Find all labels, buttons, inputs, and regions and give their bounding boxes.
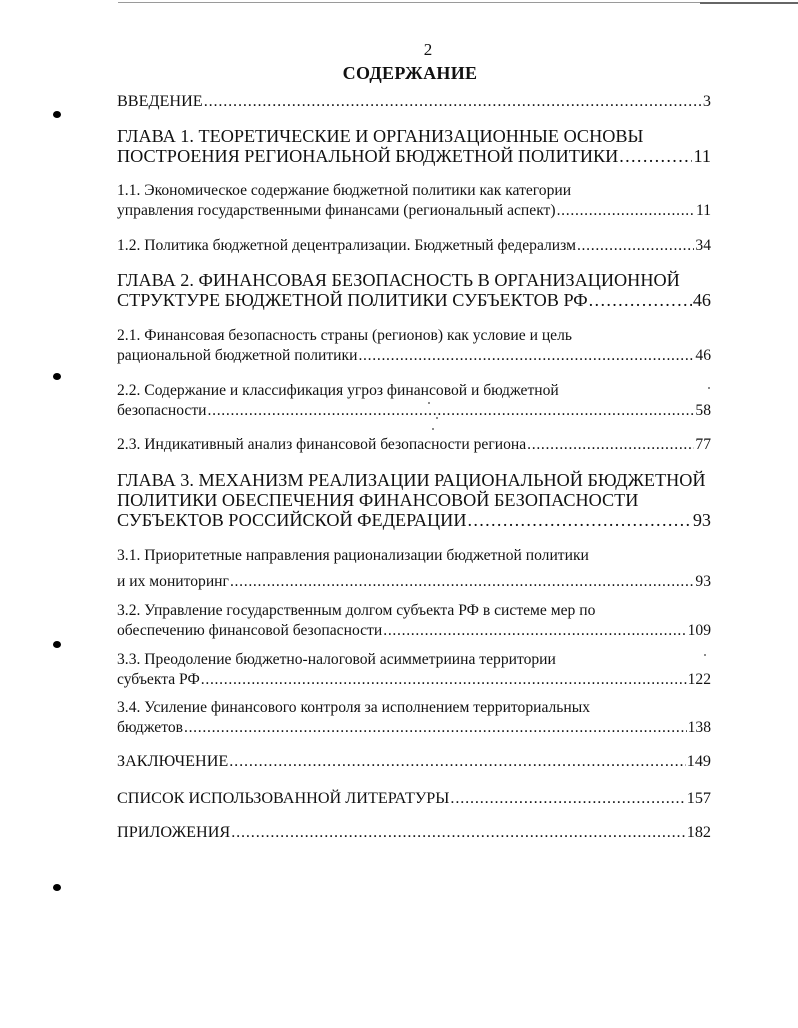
toc-entry-title-cont: ПОЛИТИКИ ОБЕСПЕЧЕНИЯ ФИНАНСОВОЙ БЕЗОПАСНОСТИ	[117, 490, 639, 510]
toc-entry-title: 1.1. Экономическое содержание бюджетной политики как категории	[117, 182, 572, 199]
toc-entry-title: 3.3. Преодоление бюджетно-налоговой асимметриина территории	[117, 651, 556, 668]
toc-entry-section-1-2[interactable]	[117, 236, 711, 256]
toc-entry-title-cont: безопасности	[117, 402, 207, 419]
toc-entry-conclusion[interactable]	[117, 751, 711, 771]
toc-page-number: 46	[692, 290, 711, 310]
toc-entry-title: ГЛАВА 1. ТЕОРЕТИЧЕСКИЕ И ОРГАНИЗАЦИОННЫЕ ОСНОВЫ	[117, 126, 644, 146]
toc-entry-title: ЗАКЛЮЧЕНИЕ	[117, 752, 229, 770]
toc-page-number: 46	[695, 347, 711, 364]
dot-leader	[619, 146, 692, 166]
toc-entry-chapter-2[interactable]	[117, 270, 711, 310]
dot-leader	[229, 751, 685, 771]
binder-hole-mark	[53, 111, 61, 118]
toc-entry-section-3-3[interactable]	[117, 650, 711, 690]
page-number: 2	[423, 40, 433, 59]
dot-leader	[184, 718, 687, 738]
toc-page-number: 58	[695, 402, 711, 419]
toc-entry-introduction[interactable]	[117, 91, 711, 111]
dot-leader	[589, 290, 692, 310]
toc-entry-title: СПИСОК ИСПОЛЬЗОВАННОЙ ЛИТЕРАТУРЫ	[117, 789, 450, 807]
page-title: СОДЕРЖАНИЕ	[342, 63, 478, 83]
toc-entry-chapter-3[interactable]	[117, 470, 711, 530]
toc-entry-title: 3.4. Усиление финансового контроля за исполнением территориальных	[117, 699, 591, 716]
toc-entry-title-cont: СТРУКТУРЕ БЮДЖЕТНОЙ ПОЛИТИКИ СУБЪЕКТОВ РФ	[117, 290, 588, 310]
toc-page-number: 3	[702, 92, 711, 110]
dot-leader	[467, 510, 691, 530]
dot-leader	[577, 236, 694, 256]
scan-speck	[704, 654, 706, 656]
toc-page-number: 138	[687, 719, 711, 736]
toc-entry-section-3-1[interactable]	[117, 546, 711, 592]
binder-hole-mark	[53, 884, 61, 891]
toc-entry-title-cont: рациональной бюджетной политики	[117, 347, 358, 364]
dot-leader	[358, 346, 694, 366]
scan-speck	[432, 428, 434, 430]
toc-page-number: 11	[695, 202, 711, 219]
dot-leader	[450, 788, 685, 808]
toc-page-number: 93	[695, 573, 711, 590]
toc-entry-title: 2.3. Индикативный анализ финансовой безопасности региона	[117, 436, 527, 453]
toc-entry-title-cont: обеспечению финансовой безопасности	[117, 622, 383, 639]
dot-leader	[557, 201, 695, 221]
toc-page-number: 157	[686, 789, 711, 807]
toc-entry-bibliography[interactable]	[117, 788, 711, 808]
toc-entry-title: 1.2. Политика бюджетной децентрализации. Бюджетный федерализм	[117, 237, 576, 254]
toc-entry-title: 3.2. Управление государственным долгом субъекта РФ в системе мер по	[117, 602, 596, 619]
toc-page-number: 149	[686, 752, 711, 770]
toc-entry-title-cont: субъекта РФ	[117, 671, 200, 688]
toc-entry-section-3-4[interactable]	[117, 698, 711, 738]
toc-page-number: 109	[687, 622, 711, 639]
toc-entry-title: ВВЕДЕНИЕ	[117, 92, 203, 110]
toc-entry-section-1-1[interactable]	[117, 181, 711, 221]
dot-leader	[204, 91, 702, 111]
top-edge-rule	[118, 2, 798, 3]
scan-speck	[428, 402, 430, 404]
toc-entry-title-cont: управления государственными финансами (региональный аспект)	[117, 202, 556, 219]
dot-leader	[201, 670, 687, 690]
toc-entry-section-2-3[interactable]	[117, 435, 711, 455]
toc-page-number: 34	[695, 237, 711, 254]
toc-entry-title: ГЛАВА 2. ФИНАНСОВАЯ БЕЗОПАСНОСТЬ В ОРГАНИЗАЦИОННОЙ	[117, 270, 680, 290]
toc-page-number: 77	[695, 436, 711, 453]
dot-leader	[383, 621, 686, 641]
toc-entry-section-3-2[interactable]	[117, 601, 711, 641]
dot-leader	[208, 401, 695, 421]
dot-leader	[527, 435, 694, 455]
toc-page-number: 93	[692, 510, 711, 530]
scan-speck	[708, 387, 710, 389]
toc-entry-title-cont: СУБЪЕКТОВ РОССИЙСКОЙ ФЕДЕРАЦИИ	[117, 510, 467, 530]
binder-hole-mark	[53, 373, 61, 380]
toc-entry-title-cont: бюджетов	[117, 719, 183, 736]
top-edge-rule-dark	[700, 2, 798, 4]
toc-entry-title-cont: ПОСТРОЕНИЯ РЕГИОНАЛЬНОЙ БЮДЖЕТНОЙ ПОЛИТИКИ	[117, 146, 619, 166]
toc-entry-title: 3.1. Приоритетные направления рационализации бюджетной политики	[117, 547, 589, 564]
toc-page-number: 182	[686, 823, 711, 841]
toc-entry-section-2-2[interactable]	[117, 381, 711, 421]
toc-page-number: 122	[687, 671, 711, 688]
toc-entry-chapter-1[interactable]	[117, 126, 711, 166]
toc-entry-title: ПРИЛОЖЕНИЯ	[117, 823, 231, 841]
dot-leader	[230, 572, 694, 592]
dot-leader	[231, 822, 686, 842]
toc-entry-title-cont: и их мониторинг	[117, 573, 229, 590]
toc-entry-title: ГЛАВА 3. МЕХАНИЗМ РЕАЛИЗАЦИИ РАЦИОНАЛЬНОЙ БЮДЖЕТНОЙ	[117, 470, 706, 490]
toc-entry-title: 2.2. Содержание и классификация угроз финансовой и бюджетной	[117, 382, 559, 399]
toc-page-number: 11	[693, 146, 711, 166]
toc-entry-section-2-1[interactable]	[117, 326, 711, 366]
toc-entry-title: 2.1. Финансовая безопасность страны (регионов) как условие и цель	[117, 327, 572, 344]
toc-entry-appendices[interactable]	[117, 822, 711, 842]
binder-hole-mark	[53, 641, 61, 648]
scan-speck	[436, 417, 438, 419]
